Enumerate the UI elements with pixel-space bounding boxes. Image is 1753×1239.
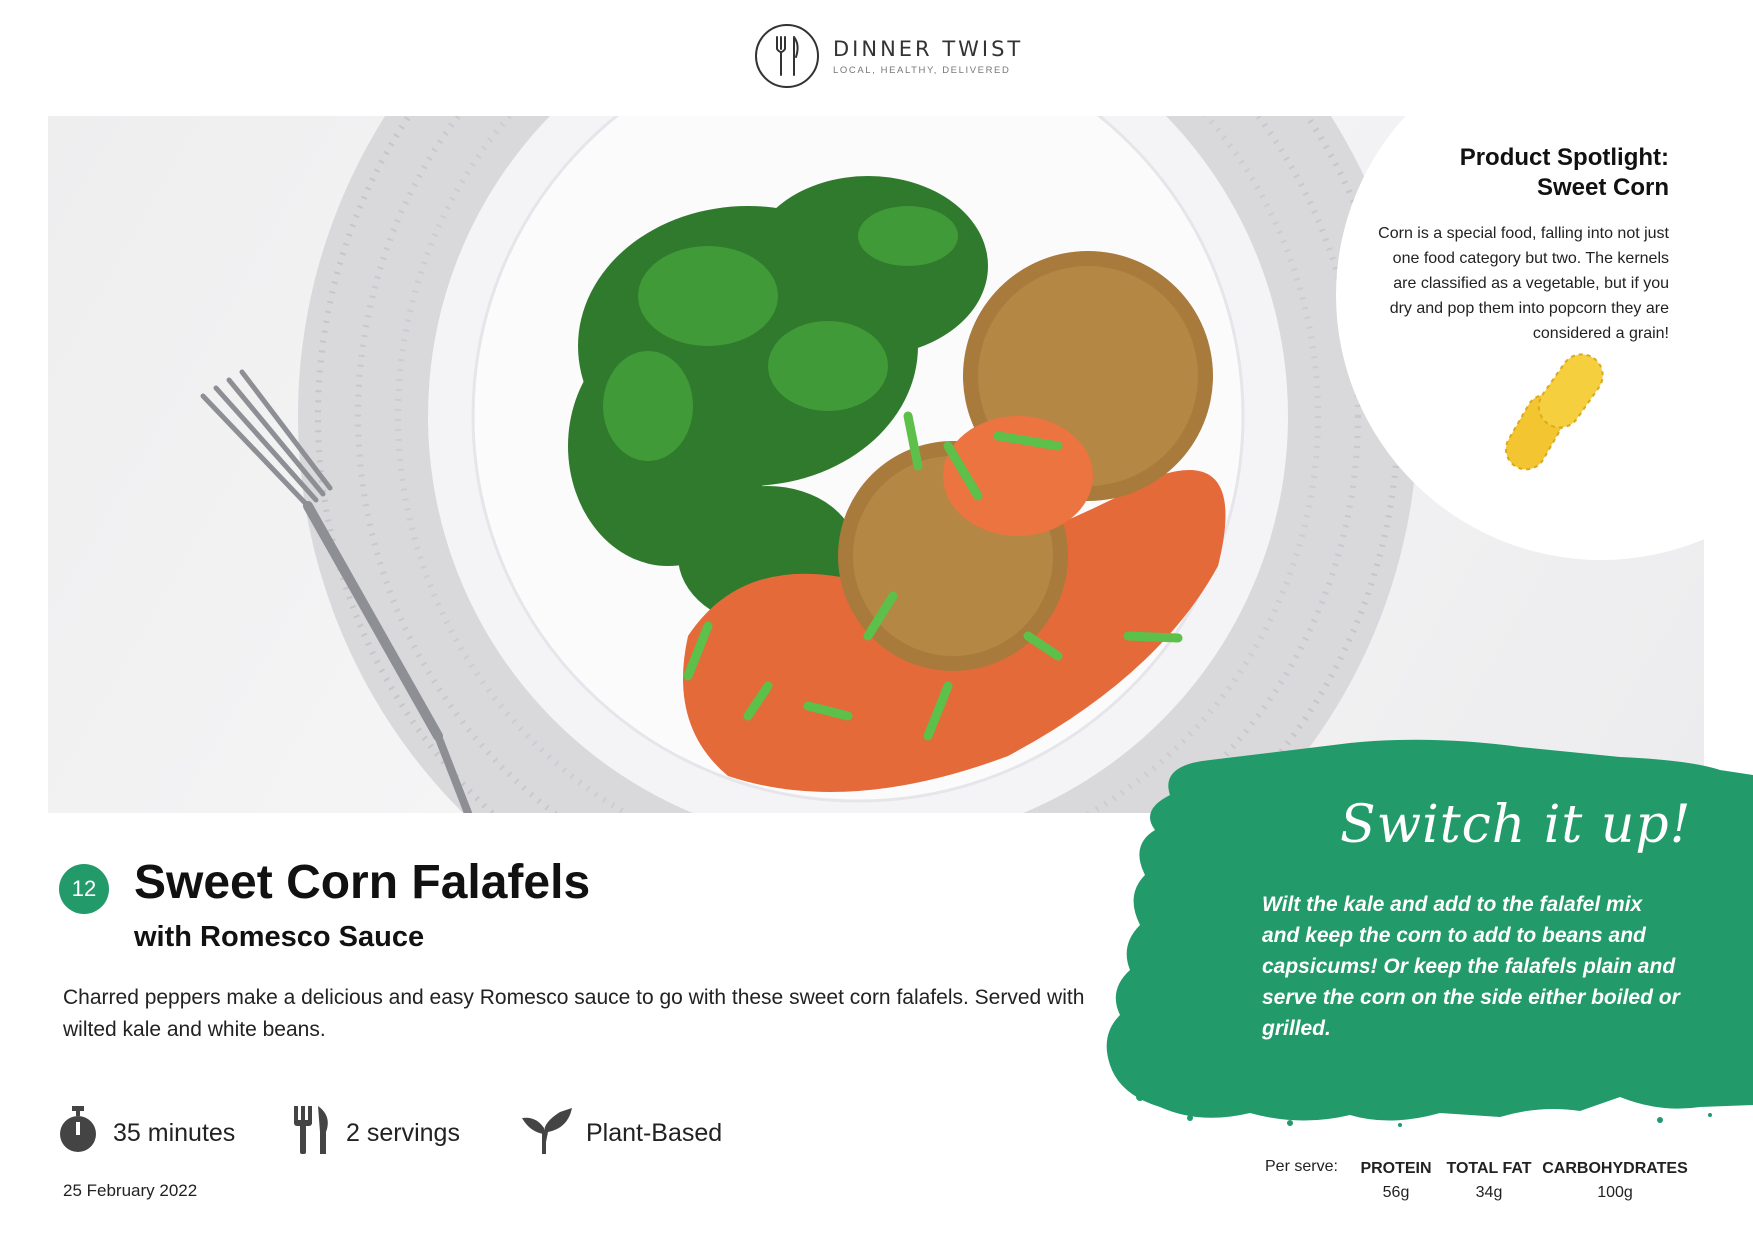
sprout-icon: [520, 1106, 572, 1161]
spotlight-title-line2: Sweet Corn: [1536, 174, 1669, 201]
meta-time: [57, 1106, 235, 1161]
nutrition-protein: [1358, 1160, 1434, 1202]
recipe-subtitle: with Romesco Sauce: [134, 921, 425, 953]
nutrition-total-fat: [1444, 1160, 1534, 1202]
servings-label: 2 servings: [346, 1119, 460, 1147]
recipe-date: 25 February 2022: [63, 1181, 198, 1200]
nutrition-label: TOTAL FAT: [1446, 1160, 1532, 1177]
switch-title: Switch it up!: [1340, 795, 1692, 855]
utensils-icon: [292, 1106, 332, 1161]
fork-knife-icon: [755, 24, 819, 88]
brand-logo: [755, 24, 1023, 88]
brand-tagline: LOCAL, HEALTHY, DELIVERED: [833, 64, 1011, 76]
spotlight-title-line1: Product Spotlight:: [1459, 144, 1669, 171]
diet-label: Plant-Based: [586, 1119, 723, 1147]
nutrition-value: 56g: [1382, 1184, 1410, 1201]
brand-name: DINNER TWIST: [833, 36, 1024, 61]
recipe-description: Charred peppers make a delicious and easy Romesco sauce to go with these sweet corn falafels. Served with wilted kale and white beans.: [63, 986, 1085, 1041]
corn-icon: [1496, 352, 1626, 482]
nutrition-label: PROTEIN: [1360, 1160, 1432, 1177]
meta-diet: [520, 1106, 722, 1161]
switch-body: Wilt the kale and add to the falafel mix and keep the corn to add to beans and capsicums! Or keep the falafels plain and serve the corn on the side either boiled or grilled.: [1262, 893, 1680, 1040]
recipe-number-badge: 12: [59, 864, 109, 914]
per-serve-label: Per serve:: [1265, 1158, 1338, 1175]
spotlight-body: Corn is a special food, falling into not just one food category but two. The kernels are classified as a vegetable, but if you dry and pop them into popcorn they are considered a grain!: [1378, 225, 1669, 342]
nutrition-label: CARBOHYDRATES: [1542, 1160, 1688, 1177]
stopwatch-icon: [57, 1106, 99, 1161]
nutrition-carbohydrates: [1540, 1160, 1690, 1202]
meta-servings: [292, 1106, 460, 1161]
nutrition-value: 34g: [1475, 1184, 1503, 1201]
spotlight-title: [1309, 143, 1669, 203]
nutrition-value: 100g: [1597, 1184, 1633, 1201]
recipe-title: Sweet Corn Falafels: [134, 856, 591, 909]
time-label: 35 minutes: [113, 1119, 236, 1147]
